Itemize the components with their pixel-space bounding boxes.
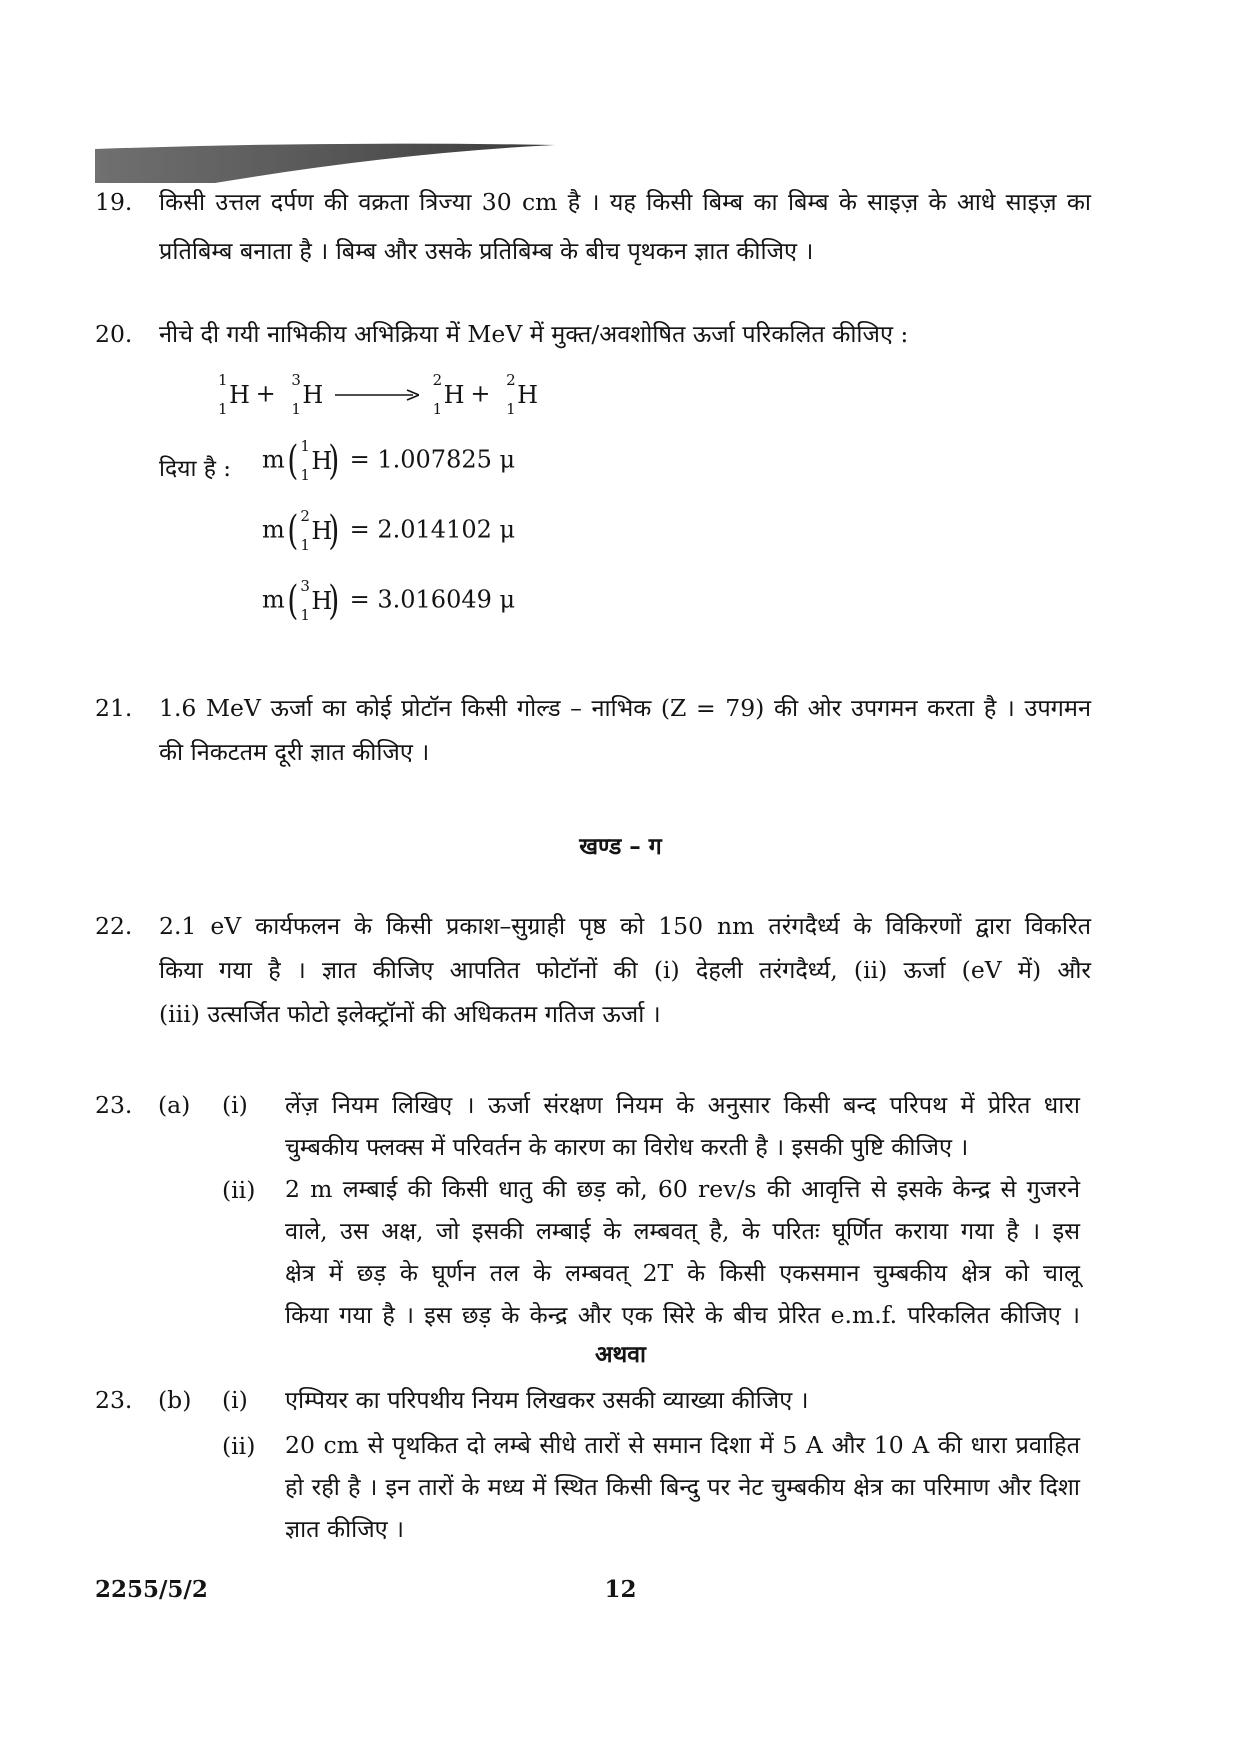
question-text-line: किसी उत्तल दर्पण की वक्रता त्रिज्या 30 cm है । यह किसी बिम्ब का बिम्ब के साइज़ के आधे साइज़ का	[159, 188, 1091, 216]
question-text-line: चुम्बकीय फ्लक्स में परिवर्तन के कारण का विरोध करती है । इसकी पुष्टि कीजिए ।	[285, 1133, 969, 1161]
page-number: 12	[604, 1576, 637, 1603]
subpart-label: (i)	[222, 1091, 248, 1119]
plus-sign: +	[255, 379, 276, 408]
question-number: 21.	[95, 694, 133, 722]
isotope: 2 1 H	[300, 507, 333, 554]
subpart-label: (ii)	[222, 1176, 256, 1204]
isotope-reactant-2: 3 1 H	[291, 371, 324, 418]
part-label: (a)	[158, 1091, 191, 1119]
mass-value: = 1.007825 μ	[349, 445, 516, 474]
given-label: दिया है :	[159, 456, 232, 482]
isotope-reactant-1: 1 1 H	[218, 371, 250, 418]
isotope-product-1: 2 1 H	[432, 371, 465, 418]
question-text-line: 2 m लम्बाई की किसी धातु की छड़ को, 60 rev/s की आवृत्ति से इसके केन्द्र से गुजरने	[285, 1175, 1080, 1203]
question-text-line: ज्ञात कीजिए ।	[285, 1515, 405, 1543]
subpart-label: (i)	[222, 1386, 248, 1414]
question-text-line: प्रतिबिम्ब बनाता है । बिम्ब और उसके प्रतिबिम्ब के बीच पृथकन ज्ञात कीजिए ।	[159, 237, 814, 265]
mass-line-3: m( 3 1 H ) = 3.016049 μ	[262, 577, 516, 624]
header-band	[95, 143, 555, 183]
nuclear-reaction-equation	[218, 371, 538, 418]
section-heading: खण्ड – ग	[579, 833, 662, 860]
question-text-line: हो रही है । इन तारों के मध्य में स्थित किसी बिन्दु पर नेट चुम्बकीय क्षेत्र का परिमाण और दिशा	[285, 1473, 1080, 1501]
isotope: 3 1 H	[300, 577, 333, 624]
question-number: 22.	[95, 912, 133, 940]
part-label: (b)	[158, 1386, 192, 1414]
isotope: 1 1 H	[300, 437, 333, 484]
question-text-line: लेंज़ नियम लिखिए । ऊर्जा संरक्षण नियम के अनुसार किसी बन्द परिपथ में प्रेरित धारा	[285, 1091, 1080, 1119]
mass-value: = 2.014102 μ	[349, 515, 516, 544]
question-text-line: वाले, उस अक्ष, जो इसकी लम्बाई के लम्बवत् है, के परितः घूर्णित कराया गया है । इस	[285, 1217, 1080, 1245]
question-text-line: 20 cm से पृथकित दो लम्बे सीधे तारों से समान दिशा में 5 A और 10 A की धारा प्रवाहित	[285, 1431, 1080, 1459]
or-separator: अथवा	[594, 1341, 646, 1368]
question-text-line: किया गया है । इस छड़ के केन्द्र और एक सिरे के बीच प्रेरित e.m.f. परिकलित कीजिए ।	[285, 1301, 1080, 1329]
question-text-line: क्षेत्र में छड़ के घूर्णन तल के लम्बवत् 2T के किसी एकसमान चुम्बकीय क्षेत्र को चालू	[285, 1259, 1080, 1287]
question-number: 23.	[95, 1386, 133, 1414]
question-text-line: 2.1 eV कार्यफलन के किसी प्रकाश–सुग्राही पृष्ठ को 150 nm तरंगदैर्ध्य के विकिरणों द्वारा विकरित	[159, 912, 1091, 940]
mass-line-1: m( 1 1 H ) = 1.007825 μ	[262, 437, 516, 484]
question-text-line: नीचे दी गयी नाभिकीय अभिक्रिया में MeV में मुक्त/अवशोषित ऊर्जा परिकलित कीजिए :	[159, 320, 909, 348]
question-text-line: एम्पियर का परिपथीय नियम लिखकर उसकी व्याख्या कीजिए ।	[285, 1386, 809, 1414]
question-text-line: (iii) उत्सर्जित फोटो इलेक्ट्रॉनों की अधिकतम गतिज ऊर्जा ।	[159, 1000, 661, 1028]
question-text-line: 1.6 MeV ऊर्जा का कोई प्रोटॉन किसी गोल्ड – नाभिक (Z = 79) की ओर उपगमन करता है । उपगमन	[159, 694, 1092, 722]
question-text-line: की निकटतम दूरी ज्ञात कीजिए ।	[159, 738, 430, 766]
mass-line-2: m( 2 1 H ) = 2.014102 μ	[262, 507, 516, 554]
isotope-product-2: 2 1 H	[506, 371, 538, 418]
question-number: 20.	[95, 320, 133, 348]
subpart-label: (ii)	[222, 1432, 256, 1460]
question-number: 19.	[95, 188, 133, 216]
paper-code: 2255/5/2	[95, 1576, 208, 1603]
reaction-arrow-icon	[335, 389, 419, 401]
question-number: 23.	[95, 1091, 133, 1119]
question-text-line: किया गया है । ज्ञात कीजिए आपतित फोटॉनों की (i) देहली तरंगदैर्ध्य, (ii) ऊर्जा (eV में) और	[159, 956, 1091, 984]
mass-value: = 3.016049 μ	[349, 585, 516, 614]
plus-sign: +	[470, 379, 491, 408]
